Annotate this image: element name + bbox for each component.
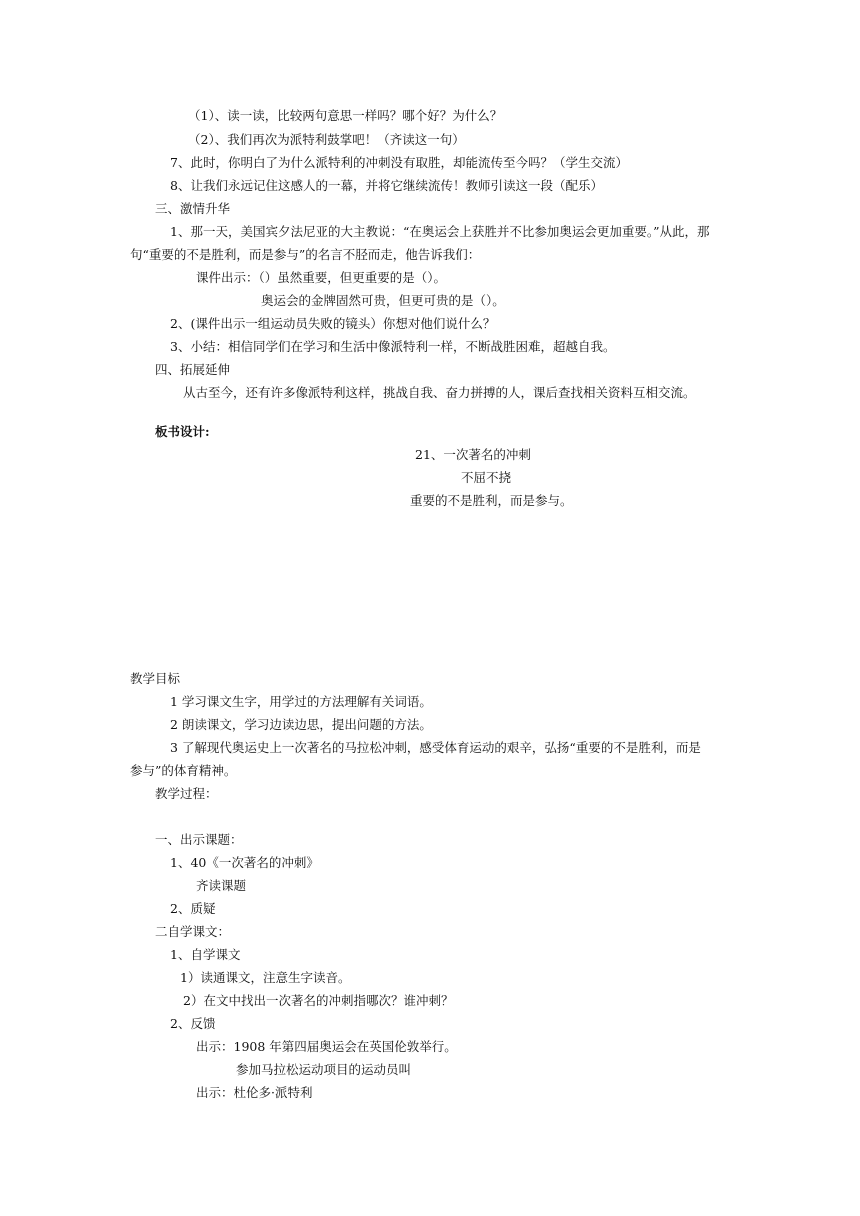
section-heading: 教学目标 [130,671,181,686]
text-line: 2、(课件出示一组运动员失败的镜头）你想对他们说什么？ [170,316,496,331]
section-heading: 教学过程： [155,786,218,801]
text-line: 1 学习课文生字，用学过的方法理解有关词语。 [170,694,432,709]
text-line: 1）读通课文，注意生字读音。 [180,970,351,985]
text-line: 1、自学课文 [170,947,241,962]
text-line: 出示：1908 年第四届奥运会在英国伦敦举行。 [196,1039,457,1054]
section-heading: 三、激情升华 [155,201,231,216]
text-line: 2、质疑 [170,901,216,916]
board-line: 21、一次著名的冲刺 [415,447,531,462]
board-line: 不屈不挠 [461,470,512,485]
text-line: 1、40《一次著名的冲刺》 [170,855,319,870]
text-line: 7、此时，你明白了为什么派特利的冲刺没有取胜，却能流传至今吗？（学生交流） [170,155,628,170]
text-line: 课件出示：（）虽然重要，但更重要的是（）。 [196,270,447,285]
text-line: 2、反馈 [170,1016,216,1031]
text-line: 3、小结：相信同学们在学习和生活中像派特利一样，不断战胜困难，超越自我。 [170,339,616,354]
section-heading: 二自学课文： [155,924,231,939]
text-line: 齐读课题 [196,878,247,893]
text-line: 句“重要的不是胜利，而是参与”的名言不胫而走，他告诉我们： [130,247,481,262]
text-line: 奥运会的金牌固然可贵，但更可贵的是（）。 [261,293,505,308]
text-line: 2 朗读课文，学习边读边思，提出问题的方法。 [170,717,432,732]
text-line: 参加马拉松运动项目的运动员叫 [236,1062,412,1077]
text-line: （2）、我们再次为派特利鼓掌吧！（齐读这一句） [188,132,465,147]
text-line: 参与”的体育精神。 [130,763,237,778]
text-line: 8、让我们永远记住这感人的一幕，并将它继续流传！教师引读这一段（配乐） [170,178,603,193]
text-line: 从古至今，还有许多像派特利这样，挑战自我、奋力拼搏的人，课后查找相关资料互相交流。 [183,385,696,400]
text-line: 1、那一天，美国宾夕法尼亚的大主教说：“在奥运会上获胜并不比参加奥运会更加重要。”从此，那 [170,224,710,239]
section-heading: 四、拓展延伸 [155,362,231,377]
text-line: 出示：杜伦多·派特利 [196,1085,313,1100]
section-heading: 一、出示课题： [155,832,243,847]
board-design-label: 板书设计: [155,424,210,439]
board-line: 重要的不是胜利，而是参与。 [410,493,573,508]
text-line: 2）在文中找出一次著名的冲刺指哪次？谁冲刺？ [183,993,454,1008]
text-line: （1）、读一读，比较两句意思一样吗？哪个好？为什么？ [188,108,503,123]
text-line: 3 了解现代奥运史上一次著名的马拉松冲刺，感受体育运动的艰辛，弘扬“重要的不是胜利，而是 [170,740,701,755]
